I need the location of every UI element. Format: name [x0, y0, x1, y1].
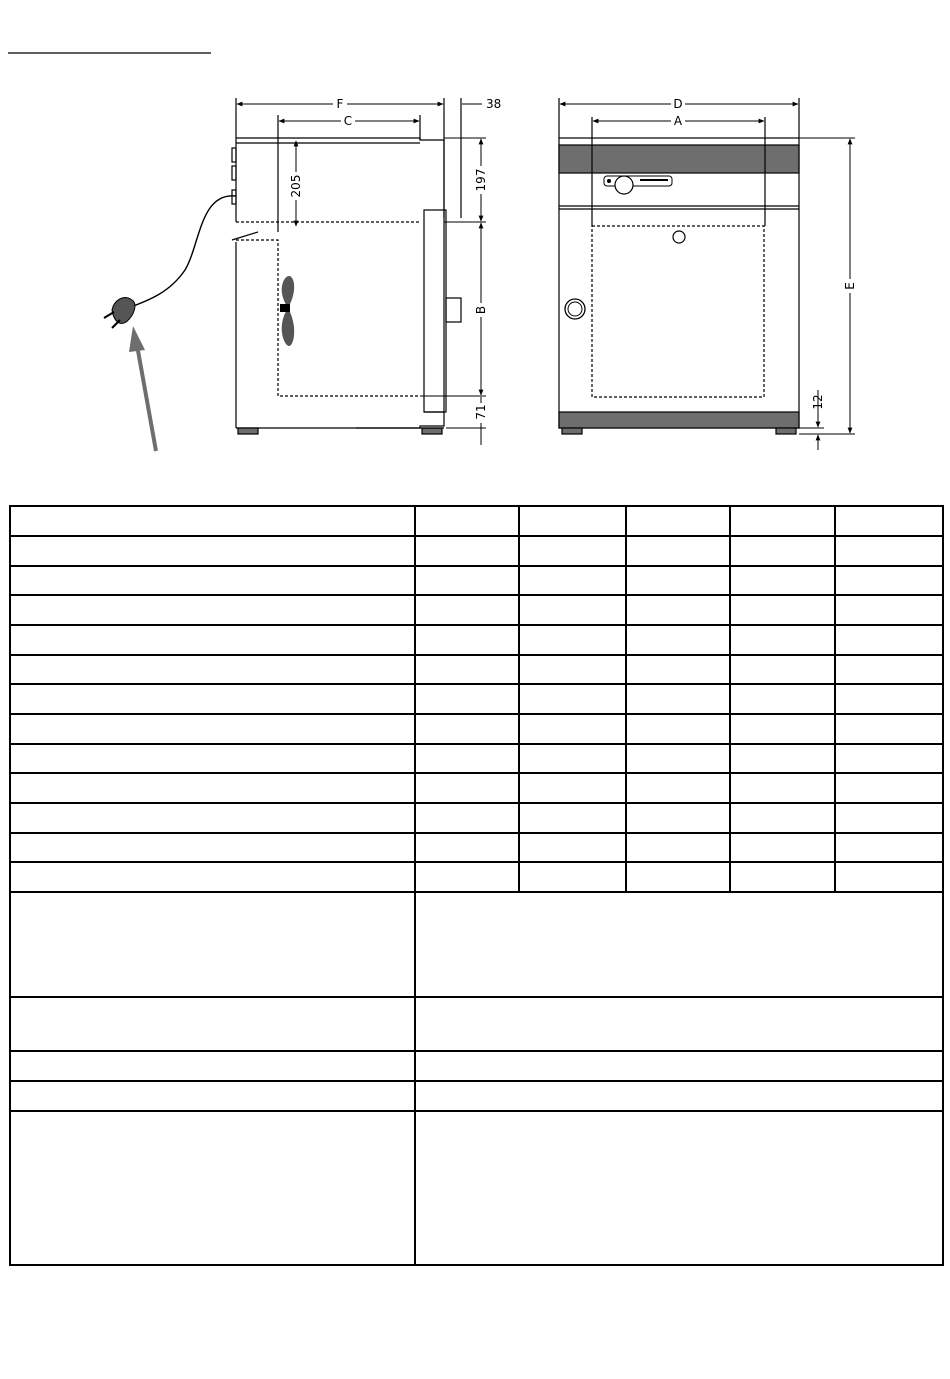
table-cell — [10, 506, 415, 536]
control-panel — [604, 176, 672, 194]
table-cell — [415, 566, 519, 595]
table-row — [10, 1081, 943, 1111]
table-cell — [626, 862, 730, 892]
table-cell — [415, 506, 519, 536]
table-row — [10, 1111, 943, 1265]
table-cell — [730, 684, 835, 714]
table-cell — [10, 773, 415, 803]
table-cell — [415, 684, 519, 714]
table-cell — [835, 625, 943, 655]
table-cell — [10, 892, 415, 997]
table-cell — [835, 744, 943, 773]
spec-table — [9, 505, 944, 1266]
table-cell — [835, 655, 943, 684]
dim-label-D: D — [673, 97, 683, 111]
table-cell — [626, 833, 730, 862]
table-cell — [10, 714, 415, 744]
dim-label-197: 197 — [474, 168, 488, 192]
table-cell — [415, 862, 519, 892]
table-row — [10, 803, 943, 833]
pointer-arrow — [129, 326, 156, 451]
table-cell — [10, 655, 415, 684]
table-row — [10, 655, 943, 684]
table-cell — [626, 773, 730, 803]
table-row — [10, 625, 943, 655]
table-cell — [415, 803, 519, 833]
table-cell — [415, 595, 519, 625]
dim-label-A: A — [673, 114, 683, 128]
table-row — [10, 833, 943, 862]
table-cell — [519, 714, 626, 744]
table-cell — [835, 833, 943, 862]
table-cell — [10, 536, 415, 566]
table-cell — [519, 744, 626, 773]
table-cell — [730, 833, 835, 862]
table-cell — [730, 595, 835, 625]
table-cell — [415, 833, 519, 862]
table-cell — [835, 566, 943, 595]
table-cell — [10, 566, 415, 595]
table-row — [10, 595, 943, 625]
table-cell — [730, 744, 835, 773]
table-row — [10, 684, 943, 714]
dim-label-205: 205 — [289, 174, 303, 198]
table-cell — [835, 506, 943, 536]
table-cell — [415, 1081, 943, 1111]
table-cell — [730, 506, 835, 536]
table-cell — [626, 625, 730, 655]
table-cell — [10, 684, 415, 714]
front-view — [559, 98, 799, 434]
table-cell — [730, 803, 835, 833]
table-row — [10, 773, 943, 803]
table-cell — [415, 773, 519, 803]
dim-label-C: C — [343, 114, 353, 128]
table-row — [10, 997, 943, 1051]
table-cell — [415, 1111, 943, 1265]
table-cell — [626, 744, 730, 773]
table-row — [10, 862, 943, 892]
table-cell — [415, 1051, 943, 1081]
table-cell — [730, 536, 835, 566]
table-cell — [626, 506, 730, 536]
table-cell — [626, 536, 730, 566]
table-cell — [10, 1111, 415, 1265]
dim-label-12: 12 — [811, 394, 825, 410]
table-cell — [626, 566, 730, 595]
table-cell — [730, 862, 835, 892]
table-cell — [626, 803, 730, 833]
table-row — [10, 744, 943, 773]
table-cell — [415, 744, 519, 773]
dim-label-38: 38 — [486, 97, 502, 111]
table-row — [10, 1051, 943, 1081]
table-cell — [519, 595, 626, 625]
table-row — [10, 714, 943, 744]
table-cell — [626, 655, 730, 684]
table-cell — [835, 862, 943, 892]
table-cell — [835, 773, 943, 803]
table-cell — [10, 862, 415, 892]
table-cell — [626, 595, 730, 625]
side-view — [232, 98, 461, 434]
table-cell — [519, 684, 626, 714]
vent-port-icon — [673, 231, 685, 243]
table-cell — [519, 773, 626, 803]
technical-drawing — [0, 0, 950, 500]
table-cell — [10, 833, 415, 862]
door-handle-icon — [565, 299, 585, 319]
table-cell — [519, 833, 626, 862]
table-cell — [626, 714, 730, 744]
table-cell — [10, 744, 415, 773]
table-cell — [626, 684, 730, 714]
table-cell — [835, 803, 943, 833]
table-row — [10, 892, 943, 997]
table-cell — [730, 714, 835, 744]
table-cell — [835, 684, 943, 714]
table-cell — [415, 892, 943, 997]
dim-label-71: 71 — [474, 404, 488, 420]
table-cell — [519, 625, 626, 655]
temperature-knob-icon — [615, 176, 633, 194]
dim-label-B: B — [474, 305, 488, 315]
table-row — [10, 536, 943, 566]
table-cell — [519, 506, 626, 536]
table-cell — [835, 595, 943, 625]
table-cell — [519, 862, 626, 892]
table-row — [10, 566, 943, 595]
table-cell — [730, 566, 835, 595]
table-cell — [835, 536, 943, 566]
table-row — [10, 506, 943, 536]
table-cell — [519, 566, 626, 595]
table-cell — [10, 625, 415, 655]
power-cable — [128, 196, 236, 308]
table-cell — [415, 625, 519, 655]
table-cell — [519, 536, 626, 566]
table-cell — [10, 595, 415, 625]
table-cell — [730, 655, 835, 684]
table-cell — [415, 655, 519, 684]
table-cell — [415, 714, 519, 744]
fan-icon — [280, 276, 294, 346]
table-cell — [10, 1081, 415, 1111]
table-cell — [415, 536, 519, 566]
table-cell — [10, 803, 415, 833]
table-cell — [730, 773, 835, 803]
table-cell — [835, 714, 943, 744]
table-cell — [519, 803, 626, 833]
dim-label-F: F — [336, 97, 344, 111]
plug-icon — [104, 298, 135, 328]
table-cell — [10, 1051, 415, 1081]
table-cell — [519, 655, 626, 684]
table-cell — [730, 625, 835, 655]
dim-label-E: E — [843, 282, 857, 290]
table-cell — [10, 997, 415, 1051]
table-cell — [415, 997, 943, 1051]
